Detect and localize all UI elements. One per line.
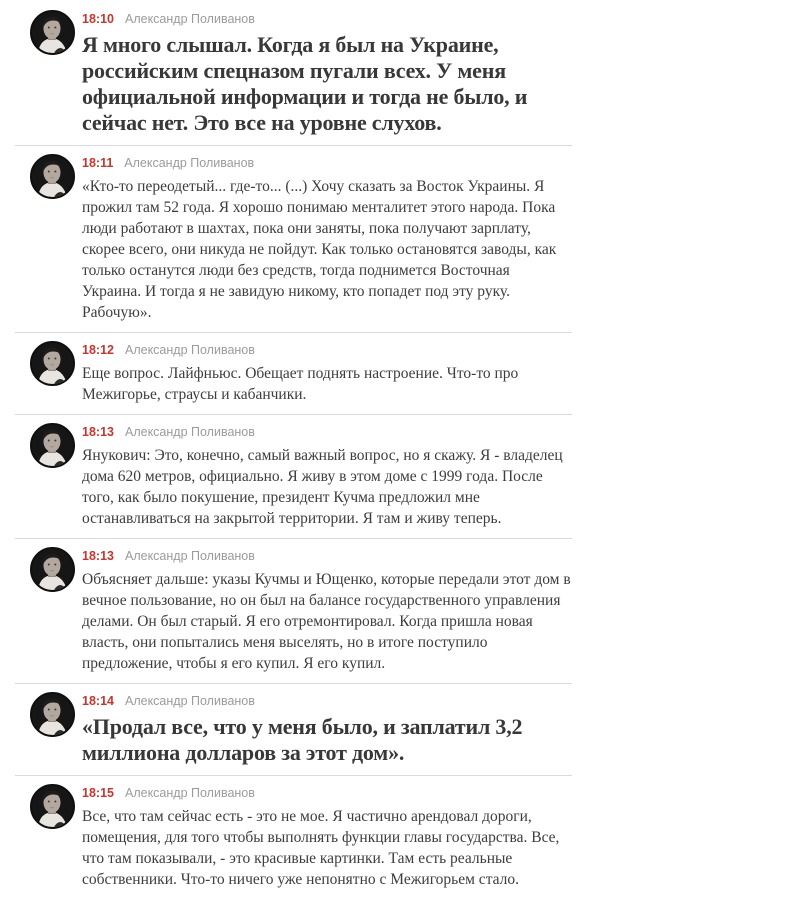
- post-text: Янукович: Это, конечно, самый важный вопрос, но я скажу. Я - владелец дома 620 метров, официально. Я живу в этом доме с 1999 года. После того, как было покушение, президент Кучма предложил мне останавливаться на закрытой территории. Я там и живу теперь.: [82, 447, 563, 527]
- post-timestamp[interactable]: 18:15: [82, 786, 114, 800]
- post-meta: [82, 786, 572, 801]
- post-body: [82, 425, 572, 529]
- post-meta: [82, 156, 572, 171]
- author-portrait-icon: [32, 156, 73, 197]
- author-portrait-icon: [32, 786, 73, 827]
- post-text: Еще вопрос. Лайфньюс. Обещает поднять настроение. Что-то про Межигорье, страусы и кабанчики.: [82, 365, 519, 403]
- author-portrait-icon: [32, 425, 73, 466]
- post-timestamp[interactable]: 18:10: [82, 12, 114, 26]
- author-avatar-icon: [30, 784, 75, 829]
- author-avatar-icon: [30, 547, 75, 592]
- post-text: Все, что там сейчас есть - это не мое. Я частично арендовал дороги, помещения, для того чтобы выполнять функции главы государства. Все, что там показывали, - это красивые картинки. Там есть реальные собственники. Что-то ничего уже непонятно с Межигорьем стало.: [82, 808, 560, 888]
- author-portrait-icon: [32, 343, 73, 384]
- post-author: Александр Поливанов: [124, 343, 255, 357]
- author-avatar-icon: [30, 423, 75, 468]
- feed-post: [15, 776, 572, 899]
- post-author: Александр Поливанов: [124, 425, 255, 439]
- post-timestamp[interactable]: 18:13: [82, 549, 114, 563]
- post-text: Я много слышал. Когда я был на Украине, российским спецназом пугали всех. У меня официальной информации и тогда не было, и сейчас нет. Это все на уровне слухов.: [82, 32, 528, 135]
- post-body: [82, 786, 572, 890]
- post-author: Александр Поливанов: [124, 156, 255, 170]
- author-portrait-icon: [32, 549, 73, 590]
- post-author: Александр Поливанов: [124, 786, 255, 800]
- feed-post: [15, 2, 572, 146]
- post-meta: [82, 425, 572, 440]
- post-body: [82, 343, 572, 405]
- post-body: [82, 156, 572, 323]
- post-author: Александр Поливанов: [124, 12, 255, 26]
- live-feed: [15, 0, 572, 899]
- post-text: «Кто-то переодетый... где-то... (...) Хочу сказать за Восток Украины. Я прожил там 52 года. Я хорошо понимаю менталитет этого народа. Пока люди работают в шахтах, пока они заняты, пока получают зарплату, скорее всего, они никуда не пойдут. Как только остановятся заводы, как только останутся люди без средств, тогда поднимется Восточная Украина. И тогда я не завидую никому, кто попадет под эту руку. Рабочую».: [82, 178, 557, 321]
- author-portrait-icon: [32, 694, 73, 735]
- post-timestamp[interactable]: 18:13: [82, 425, 114, 439]
- author-avatar-icon: [30, 154, 75, 199]
- post-author: Александр Поливанов: [124, 694, 255, 708]
- post-timestamp[interactable]: 18:12: [82, 343, 114, 357]
- author-avatar-icon: [30, 10, 75, 55]
- author-avatar-icon: [30, 341, 75, 386]
- author-portrait-icon: [32, 12, 73, 53]
- post-body: [82, 549, 572, 674]
- feed-post: [15, 415, 572, 539]
- post-body: [82, 12, 572, 136]
- author-avatar-icon: [30, 692, 75, 737]
- post-meta: [82, 549, 572, 564]
- post-meta: [82, 694, 572, 709]
- post-timestamp[interactable]: 18:14: [82, 694, 114, 708]
- post-timestamp[interactable]: 18:11: [82, 156, 114, 170]
- post-author: Александр Поливанов: [124, 549, 255, 563]
- feed-post: [15, 333, 572, 415]
- feed-post: [15, 684, 572, 776]
- feed-post: [15, 539, 572, 684]
- post-text: «Продал все, что у меня было, и заплатил 3,2 миллиона долларов за этот дом».: [82, 714, 523, 765]
- post-text: Объясняет дальше: указы Кучмы и Ющенко, которые передали этот дом в вечное пользование, но он был на балансе государственного управления делами. Он был старый. Я его отремонтировал. Когда пришла новая власть, они попытались меня выселять, но в итоге поступило предложение, чтобы я его купил. Я его купил.: [82, 571, 571, 672]
- post-meta: [82, 343, 572, 358]
- feed-post: [15, 146, 572, 333]
- post-meta: [82, 12, 572, 27]
- post-body: [82, 694, 572, 766]
